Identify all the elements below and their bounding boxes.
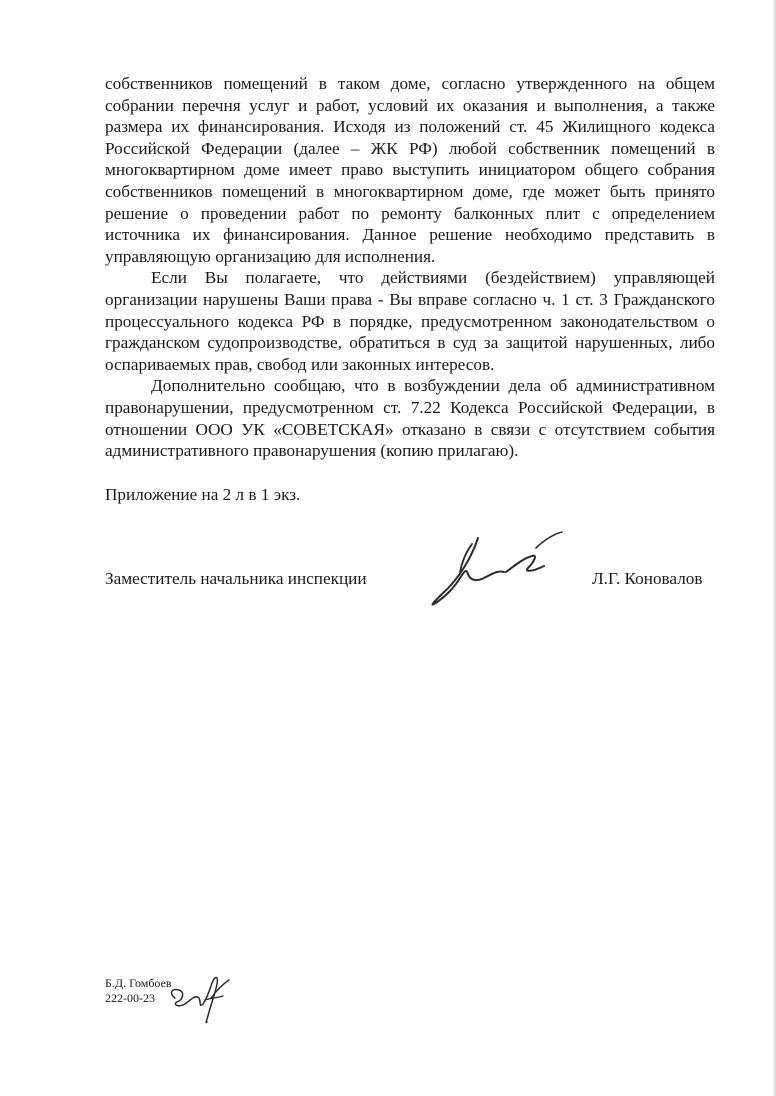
- letter-body: [105, 73, 715, 462]
- signer-name: Л.Г. Коновалов: [592, 569, 703, 588]
- attachment-note: Приложение на 2 л в 1 экз.: [105, 485, 301, 504]
- paragraph-3: Дополнительно сообщаю, что в возбуждении дела об административном правонарушении, предусмотренном ст. 7.22 Кодекса Российской Федерации, в отношении ООО УК «СОВЕТСКАЯ» отказано в связи с отсутствием события административного правонарушения (копию прилагаю).: [105, 376, 715, 461]
- initials-signature-icon: [165, 968, 235, 1028]
- signature-icon: [420, 522, 570, 622]
- paragraph-2: Если Вы полагаете, что действиями (бездействием) управляющей организации нарушены Ваши права - Вы вправе согласно ч. 1 ст. 3 Гражданского процессуального кодекса РФ в порядке, предусмотренном законодательством о гражданском судопроизводстве, обратиться в суд за защитой нарушенных, либо оспариваемых прав, свобод или законных интересов.: [105, 268, 715, 374]
- executor-name: Б.Д. Гомбоев: [105, 976, 172, 990]
- scan-edge: [772, 0, 776, 1096]
- signer-title: Заместитель начальника инспекции: [105, 569, 367, 588]
- executor-block: [105, 976, 172, 1006]
- paragraph-1: собственников помещений в таком доме, согласно утвержденного на общем собрании перечня услуг и работ, условий их оказания и выполнения, а также размера их финансирования. Исходя из положений ст. 45 Жилищного кодекса Российской Федерации (далее – ЖК РФ) любой собственник помещений в многоквартирном доме имеет право выступить инициатором общего собрания собственников помещений в многоквартирном доме, где может быть принято решение о проведении работ по ремонту балконных плит с определением источника их финансирования. Данное решение необходимо представить в управляющую организацию для исполнения.: [105, 74, 715, 266]
- executor-phone: 222-00-23: [105, 991, 155, 1005]
